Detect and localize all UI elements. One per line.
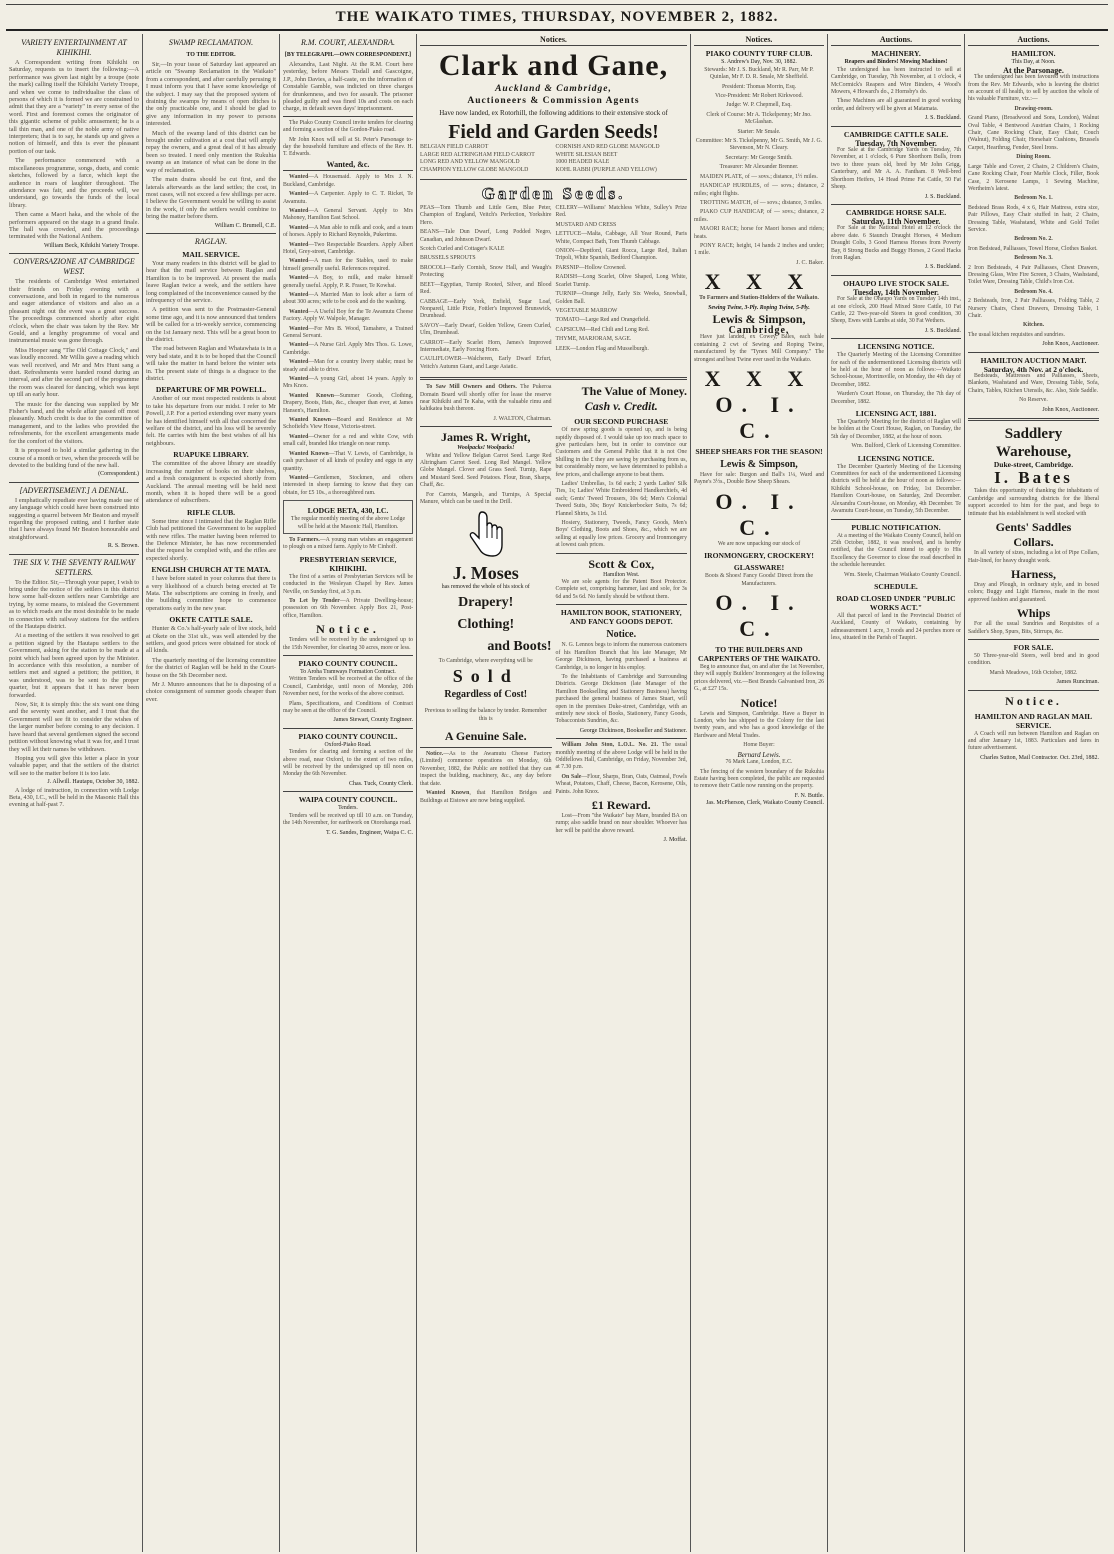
drapery-heading: Drapery! bbox=[458, 594, 514, 610]
licensing-act-heading: LICENSING ACT, 1881. bbox=[855, 409, 937, 419]
article-subheading: RUAPUKE LIBRARY. bbox=[173, 450, 249, 460]
columns bbox=[6, 34, 1108, 1552]
auction-mart-heading: HAMILTON AUCTION MART. bbox=[980, 355, 1087, 365]
column-6 bbox=[691, 34, 828, 1552]
pointing-hand-icon bbox=[466, 510, 506, 558]
hamilton-heading: HAMILTON. bbox=[1011, 49, 1056, 59]
divider bbox=[556, 604, 688, 605]
notice-heading: PRESBYTERIAN SERVICE, KIHIKIHI. bbox=[299, 554, 397, 573]
divider bbox=[9, 482, 139, 483]
classifieds: Wanted—A Housemaid. Apply to Mrs J. N. Buckland, Cambridge. Wanted—A Carpenter. Apply to C. T. Ricket, Te Awamutu. Wanted—A General Servant. Apply to Mrs Mahoney, Hamilton East School. Wanted—A Man able to milk and cook, and a team of horses. Apply to Richard Reynolds, Pukerimu. Wanted—Two Respectable Boarders. Apply Albert Hotel, Grey-street, Cambridge. Wanted—A man for the Stables, used to make himself generally useful. References required. Wanted—A Boy, to milk, and make himself generally useful. Apply, P. R. Fraser, Te Kowhai. Wanted—A Married Man to look after a farm of about 300 acres; wife to be cook and do the washing. Wanted—A Useful Boy for the Te Awamutu Cheese Factory. Apply W. Walpole, Manager. Wanted—For Mrs B. Wood, Tamahere, a Trained General Servant. Wanted—A Nurse Girl. Apply Mrs Thos. G. Lowe, Cambridge. Wanted—Man for a country livery stable; must be steady and able to drive. Wanted—A young Girl, about 14 years. Apply to Mrs Knox. Wanted Known—Summer Goods, Clothing, Drapery, Boots, Hats, &c., cheaper than ever, at James Hansen's, Hamilton. Wanted Known—Board and Residence at Mr Schofield's View House, Victoria-street. Wanted—Owner for a red and white Cow, with small calf, branded like triangle on near rump. Wanted Known—That V. Lewis, of Cambridge, is cash purchaser of all kinds of poultry and eggs in any quantity. Wanted—Gentlemen, Stockmen, and others interested in sheep farming to know that they can obtain, for £5 10s., a thoroughbred ram. bbox=[283, 174, 413, 496]
turf-club-heading: PIAKO COUNTY TURF CLUB. bbox=[705, 49, 813, 59]
genuine-sale-heading: A Genuine Sale. bbox=[444, 729, 527, 744]
notice-body: Lost—From "the Waikato" bay Mare, branded BA on rump; also saddle brand on near shoulder. Whoever has her will be paid the above reward. bbox=[555, 813, 687, 834]
notice-body: The Quarterly Meeting of the Licensing Committee for each of the undermentioned Licensing districts will be held at the hour of noon as follows:—Waikato School-house, Morrinsville, on Monday, the 4th day of December, 1882. Warden's Court House, on Thursday, the 7th day of December, 1882. bbox=[831, 352, 961, 405]
shears-heading: SHEEP SHEARS FOR THE SEASON! bbox=[695, 447, 823, 456]
divider bbox=[283, 791, 413, 792]
notice-body: Have for sale: Burgon and Ball's 1¼, Ward and Payne's 3½s., Double Bow Sheep Shears. bbox=[694, 472, 824, 486]
divider bbox=[968, 352, 1099, 353]
oic-mark: O. I. C. bbox=[715, 392, 803, 443]
value-heading: The Value of Money. bbox=[581, 384, 687, 399]
article-body: Hunter & Co.'s half-yearly sale of live stock, held at Okete on the 31st ult., was well attended by the settlers, and good prices were obtained for stock of all kinds. The quarterly meeting of the licensing committee for the district of Raglan will be held in the Court-house on the 5th December next. Mr J. Munro announces that he is disposing of a choice consignment of summer goods cheaper than ever. bbox=[146, 625, 276, 703]
article-subheading: RIFLE CLUB. bbox=[186, 507, 236, 517]
xxx-mark: X X X bbox=[704, 269, 814, 295]
signature: (Correspondent.) bbox=[98, 471, 139, 478]
divider bbox=[968, 690, 1099, 691]
notice-body: Beg to announce that, on and after the 1st November, they will supply Builders' Ironmongery at the following prices delivered, viz.—Best Brands Galvanised Iron, 26 G., at £27 15s. bbox=[694, 664, 824, 693]
ironmongery-heading: IRONMONGERY, CROCKERY! bbox=[704, 551, 814, 561]
article-heading: [ADVERTISEMENT.] A DENIAL. bbox=[19, 485, 129, 495]
scott-cox-heading: Scott & Cox, bbox=[588, 556, 655, 571]
article-body: I have before stated in your columns that there is a very likelihood of a church being erected at Te Mata. The subscriptions are coming in freely, and the building committee hope to commence operations early in the new year. bbox=[146, 575, 276, 612]
lewis-simpson-heading: Lewis & Simpson, bbox=[720, 459, 798, 470]
divider bbox=[146, 233, 276, 234]
notice-heading: Notice! bbox=[740, 695, 778, 710]
wright-sub: Woolpacks! Woolpacks! bbox=[457, 445, 515, 452]
cambridge-heading: Cambridge, bbox=[728, 324, 790, 336]
section-label: Notices. bbox=[694, 36, 824, 46]
notice-body: Bedsteads, Mattresses and Palliasses, Sheets, Blankets, Washstand and Ware, Dressing Table, Sofa, Chairs, Tables, Kitchen Utensils, &c. Also, Side Saddle. No Reserve. bbox=[968, 373, 1099, 404]
notice-body: All that parcel of land in the Provincial District of Auckland, County of Waikato, containing by admeasurement 1 acre, 3 roods and 24 perches more or less, situated in the Parish of Taupiri. bbox=[831, 612, 961, 642]
gents-saddles-heading: Gents' Saddles bbox=[995, 520, 1072, 535]
divider bbox=[283, 116, 413, 117]
divider bbox=[831, 204, 961, 205]
article-body: The committee of the above library are steadily increasing the number of books on their shelves, and a fresh consignment is expected shortly from Auckland. The annual meeting will be held next month, when it is hoped there will be a good attendance of subscribers. bbox=[146, 460, 276, 505]
notice-body: To Cambridge, where everything will be bbox=[438, 657, 533, 664]
article-body: I emphatically repudiate ever having made use of any language which could have been construed into suggesting a quarrel between Mr Beaton and myself regarding the proposed cutting, and I further state that I have always found Mr Beaton honourable and straightforward. bbox=[9, 496, 139, 541]
article-body: To the Editor. Sir,—Through your paper, I wish to bring under the notice of the settlers in this district how some half-dozen settlers near Cambridge are trying, by some means, to mislead the Government as to which roads are the most desirable to be made in connection with railway stations for the settlers of the Hautapu district. At a meeting of the settlers it was resolved to get a petition signed by the Hautapu settlers to the Government, asking for the station to be made at a point which had been agreed upon by the Minister. In accordance with this resolution, a number of settlers met and signed a petition; the petition, it was understood, was to be sent to the proper quarter, but it appears that it has never been forwarded. Now, Sir, it is simply this: the six want one thing and the seventy want another, and I trust that the Government will see fit to consider the wishes of the larger number before coming to any decision. I have heard that several gentlemen signed the second petition without knowing what it was for, and I trust they will let their names be withdrawn. Hoping you will give this letter a place in your valuable paper, and that the settlers of the district will see to the matter before it is too late. bbox=[9, 578, 140, 777]
lodge-title: LODGE BETA, 430, I.C. bbox=[307, 506, 389, 516]
article-subheading: MAIL SERVICE. bbox=[182, 249, 240, 259]
divider bbox=[283, 728, 413, 729]
notice-body: Tenders will be received up till 10 a.m. on Tuesday, the 14th November, for earthwork on Otorohanga road. bbox=[283, 812, 413, 827]
notice-body: To Saw Mill Owners and Others. The Pukeroa Domain Board will shortly offer for lease the reserve near Kihikihi and Te Kaha, with the valuable rimu and kahikatea bush thereon. J. WALTON, Chairman. bbox=[420, 384, 552, 422]
signature: J. S. Buckland. bbox=[924, 264, 961, 271]
section-label: Notices. bbox=[420, 36, 687, 46]
wright-heading: James R. Wright, bbox=[440, 430, 531, 445]
purchase-heading: OUR SECOND PURCHASE bbox=[574, 417, 669, 427]
divider bbox=[968, 639, 1099, 640]
notice-body: To Farmers.—A young man wishes an engagement to plough on a mixed farm. Apply to Mr Cinhoff. bbox=[283, 536, 414, 551]
cattle-sale-date: Tuesday, 7th November. bbox=[855, 138, 937, 148]
clark-gane-location: Auckland & Cambridge, bbox=[495, 84, 612, 95]
horse-sale-date: Saturday, 11th November. bbox=[851, 216, 941, 226]
notice-body: To Farmers and Station-Holders of the Waikato. bbox=[699, 295, 819, 302]
notice-body: 76 Mark Lane, London, E.C. The fencing of the western boundary of the Rukuhia Estate having been completed, the public are requested to remove their Cattle now running on the property. bbox=[694, 759, 824, 790]
garden-seeds-heading: Garden Seeds. bbox=[481, 184, 626, 204]
notice-heading: Notice. bbox=[316, 622, 380, 637]
notice-body: Tenders for clearing and forming a section of the above road, near Oxford, to the extent of two miles, will be received by the undersigned up till noon on Monday the 6th November. bbox=[283, 749, 413, 778]
road-closed-heading: ROAD CLOSED UNDER "PUBLIC WORKS ACT." bbox=[836, 593, 956, 612]
notice-body: 50 Three-year-old Steers, well bred and in good condition. Marsh Meadows, 16th October, 1882. bbox=[968, 652, 1099, 676]
this-day: This Day, at Noon. bbox=[1011, 59, 1056, 66]
notice-body: Tenders will be received by the undersigned up to the 15th November, for clearing 30 acres, more or less. bbox=[283, 637, 413, 651]
moses-heading: J. Moses bbox=[452, 563, 519, 584]
signature: Charles Sutton, Mail Contractor. Oct. 23rd, 1882. bbox=[980, 754, 1099, 761]
article-body: Your many readers in this district will be glad to hear that the mail service between Raglan and Hamilton is to be improved. At present the mails leave Raglan twice a week, and the settlers have long complained of the inconvenience caused by the infrequency of the service. A petition was sent to the Postmaster-General some time ago, and it is now announced that tenders will be called for a tri-weekly service, commencing on the 1st January next. This will be a great boon to the district. The road between Raglan and Whatawhata is in a very bad state, and it is to be hoped that the Council will take the matter in hand before the winter sets in. The present state of things is a disgrace to the district. bbox=[146, 259, 276, 383]
notice-body: For all the usual Sundries and Requisites of a Saddler's Shop, Spurs, Bits, Stirrups, &c. bbox=[968, 621, 1099, 635]
divider bbox=[420, 179, 687, 180]
cash-heading: Cash v. Credit. bbox=[584, 399, 658, 414]
hamilton-depot-heading: HAMILTON BOOK, STATIONERY, AND FANCY GOODS DEPOT. bbox=[560, 608, 682, 627]
licensing-heading: LICENSING NOTICE. bbox=[857, 342, 935, 352]
signature: F. N. Buttle. bbox=[794, 792, 824, 799]
column-7 bbox=[828, 34, 965, 1552]
signature: J. S. Buckland. bbox=[924, 327, 961, 334]
schedule-heading: SCHEDULE. bbox=[874, 581, 918, 591]
lodge-body: The regular monthly meeting of the above Lodge will be held at the Masonic Hall, Hamilton. bbox=[290, 516, 406, 530]
article-subheading: [BY TELEGRAPH.—OWN CORRESPONDENT.] bbox=[284, 52, 412, 58]
divider bbox=[556, 553, 688, 554]
notice-subheading: Tenders. bbox=[338, 805, 358, 812]
divider bbox=[420, 377, 687, 380]
saddlery-heading: Saddlery Warehouse, bbox=[995, 426, 1072, 461]
race-programme: Stewards: Mr J. S. Buckland, Mr R. Parr, Mr P. Quinlan, Mr F. D. R. Smale, Mr Sheffield. President: Thomas Morrin, Esq. Vice-President: Mr Robert Kirkwood. Judge: W. P. Chepmell, Esq. Clerk of Course: Mr A. Tickelpenny; Mr Jno. McGlashan. Starter: Mr Smale. Committee: Mr S. Tickelpenny, Mr G. Smith, Mr J. G. Stevenson, Mr N. Cleary. Secretary: Mr George Smith. Treasurer: Mr Alexander Brenner. MAIDEN PLATE, of — sovs.; distance, 1½ miles. HANDICAP HURDLES, of — sovs.; distance, 2 miles; eight flights. TROTTING MATCH, of — sovs.; distance, 3 miles. PIAKO CUP HANDICAP, of — sovs.; distance, 2 miles. MAORI RACE; horse for Maori horses and riders; heats. PONY RACE; height, 14 hands 2 inches and under; 1 mile. J. C. Baker. bbox=[694, 66, 824, 266]
harness-heading: Harness, bbox=[1011, 566, 1056, 581]
xxx-mark: X X X bbox=[704, 366, 814, 391]
article-subheading: OKETE CATTLE SALE. bbox=[169, 615, 253, 625]
scott-cox-sub: Hamilton West. bbox=[603, 571, 640, 578]
article-heading: R.M. COURT, ALEXANDRA. bbox=[301, 38, 395, 47]
notice-body: Written Tenders will be received at the office of the Council, Cambridge, until noon of Monday, 20th November next, for the works of the above contract. Plans, Specifications, and Conditions of Contract may be seen at the office of the Council. bbox=[283, 676, 413, 715]
twine-line: Sewing Twine, 3-Ply. Roping Twine, 5-Ply. bbox=[708, 304, 810, 311]
divider bbox=[9, 554, 139, 555]
masthead: THE WAIKATO TIMES, THURSDAY, NOVEMBER 2, 1882. bbox=[6, 4, 1108, 31]
licensing-heading-2: LICENSING NOTICE. bbox=[857, 453, 935, 463]
seeds-heading: Field and Garden Seeds! bbox=[448, 121, 659, 144]
article-body: Alexandra, Last Night. At the R.M. Court here yesterday, before Messrs Tisdall and Gascoigne, J.P., John Davies, a half-caste, on the information of Constable Gamble, was indicted on three charges for drunkenness, and two for assault. The prisoner pleaded guilty and was fined 10s and costs on each charge, in default seven days' imprisonment. bbox=[283, 61, 413, 113]
divider bbox=[556, 738, 688, 739]
notice-body: Notice.—As to the Awamutu Cheese Factory (Limited) commence operations on Monday, 6th November, 1882, the Public are notified that they can inspect the building, machinery, &c., any day before that date. Wanted Known, that Hamilton Bridges and Buildings at Eistowe are now being supplied. bbox=[420, 751, 552, 804]
article-body: The residents of Cambridge West entertained their friends on Friday evening with a conversazione, and both in regard to the numerous and eager attendance of visitors and also as a pleasant night out the event was a great success. The proceedings commenced shortly after eight o'clock, when the chair was taken by the Rev. Mr Gould, and a lengthy programme of vocal and instrumental music was gone through. Miss Hooper sang "The Old Cottage Clock," and was loudly encored. Mr Willis gave a reading which was well received, and Mr and Mrs Hunt sang a duet. Refreshments were handed round during an interval, and after the second part of the programme the room was cleared for dancing, which was kept up till an early hour. The music for the dancing was supplied by Mr Fisher's band, and the whole affair passed off most pleasantly. Much credit is due to the committee of management, and to the ladies who provided the refreshments, for the excellent arrangements made for the comfort of the visitors. It is proposed to hold a similar gathering in the course of a month or two, when the proceeds will be devoted to the building fund of the new hall. bbox=[9, 278, 139, 469]
signature: John Knox, Auctioneer. bbox=[1042, 406, 1099, 413]
ad-grid bbox=[420, 384, 687, 844]
horse-sale-heading: CAMBRIDGE HORSE SALE. bbox=[845, 207, 947, 217]
notice-body: The December Quarterly Meeting of the Licensing Committees for each of the undermentioned Licensing districts will be held at the hour of noon as follows:—Kihikihi School-house, on Friday, 1st December. Hamilton Court-house, on Saturday, 2nd December. Alexandra Court-house, on Monday, 4th December. Te Awamutu Court-house, on Tuesday, 5th December. bbox=[831, 463, 961, 515]
glassware-heading: GLASSWARE! bbox=[733, 563, 785, 573]
for-sale-heading: FOR SALE. bbox=[1013, 642, 1054, 652]
divider bbox=[9, 253, 139, 254]
divider bbox=[968, 418, 1099, 421]
notice-body: The Piako County Council invite tenders for clearing and forming a section of the Gordon-Piako road. Mr John Knox will sell at St. Peter's Parsonage to-day the household furniture and effects of the Rev. H. T. Edwards. bbox=[283, 119, 413, 158]
sold-heading: Sold bbox=[452, 666, 519, 687]
notice-body: The Quarterly Meeting for the district of Raglan will be holden at the Court House, Raglan, on Tuesday, the 5th day of December, 1882, at the hour of noon. Wm. Bulford, Clerk of Licensing Committee. bbox=[831, 419, 961, 450]
cattle-sale-heading: CAMBRIDGE CATTLE SALE. bbox=[843, 129, 949, 139]
article-heading: RAGLAN. bbox=[194, 236, 228, 246]
xxx-block bbox=[694, 366, 824, 392]
divider bbox=[831, 126, 961, 127]
section-label: Auctions. bbox=[831, 36, 961, 46]
article-subheading: DEPARTURE OF MR POWELL. bbox=[155, 385, 267, 395]
notice-body: A Coach will run between Hamilton and Raglan on and after January 1st, 1883. Particulars and fares in future advertisement. bbox=[968, 730, 1099, 752]
notice-heading: Notice. bbox=[1005, 693, 1062, 708]
article-subheading: TO THE EDITOR. bbox=[186, 52, 236, 58]
notice-body: N. G. Lennox begs to inform the numerous customers of his Hamilton Branch that his late Manager, Mr George Dickinson, having purchased a business at Cambridge, is no longer in his employ. To the Inhabitants of Cambridge and Surrounding Districts. George Dickinson (late Manager of the Hamilton Bookselling and Stationery Business) having purchased the general business of James Stuart, will open in the premises Duke-street, Cambridge, with an entirely new stock of Books, Stationery, Fancy Goods, Tobacconists Sundries, &c. bbox=[555, 642, 687, 725]
builders-heading: TO THE BUILDERS AND CARPENTERS OF THE WAIKATO. bbox=[698, 645, 820, 664]
signature: James Runciman. bbox=[1056, 679, 1099, 686]
machinery-heading: MACHINERY. bbox=[871, 49, 921, 59]
clothing-heading: Clothing! bbox=[457, 616, 515, 632]
notice-body: The undersigned has been instructed to sell at Cambridge, on Tuesday, 7th November, at 1 o'clock, 4 McCormick's Reapers and Wire Binders, 4 Wood's Mowers, 4 Howard's do., 2 Hornsby's do. These Machines are all guaranteed in good working order, and delivery will be given at Matamata. bbox=[831, 66, 961, 112]
parsonage-heading: At the Parsonage. bbox=[1003, 65, 1064, 75]
divider bbox=[831, 519, 961, 520]
notice-body: White and Yellow Belgian Carrot Seed. Large Red Altringham Carrot Seed. Long Red Mangel. Yellow Globe Mangel. Clover and Grass Seed. Turnip, Rape and Mustard Seed. Seed Potatoes. Flour, Bran, Sharps, Chaff, &c. For Carrots, Mangels, and Turnips, A Special Manure, which can be used in the Drill. bbox=[420, 452, 552, 506]
signature: R. S. Brown. bbox=[107, 543, 139, 550]
notice-subheading: Oxford-Piako Road. bbox=[324, 741, 372, 748]
notice-heading: PIAKO COUNTY COUNCIL. bbox=[298, 659, 398, 668]
notice-body: Takes this opportunity of thanking the inhabitants of Cambridge and surrounding districts for the liberal support accorded to him for the past, and begs to intimate that his establishment is well stocked with bbox=[968, 488, 1099, 517]
article-subheading: ENGLISH CHURCH AT TE MATA. bbox=[151, 565, 271, 575]
clark-gane-title: Clark and Gane, bbox=[438, 49, 669, 83]
saddlery-address: Duke-street, Cambridge. bbox=[993, 460, 1074, 470]
signature: J. S. Buckland. bbox=[924, 115, 961, 122]
signature: John Knox, Auctioneer. bbox=[1042, 341, 1099, 348]
divider bbox=[283, 655, 413, 656]
signature: T. G. Sandes, Engineer, Waipa C. C. bbox=[325, 829, 413, 836]
notice-body: Previous to selling the balance by tender. Remember this is bbox=[424, 708, 547, 722]
reward-heading: £1 Reward. bbox=[591, 798, 651, 812]
column-3 bbox=[280, 34, 417, 1552]
article-heading: CONVERSAZIONE AT CAMBRIDGE WEST. bbox=[13, 257, 135, 277]
notice-body: At a meeting of the Waikato County Council, held on 25th October, 1882, it was resolved, and is hereby notified, that the Council intend to apply to His Excellency the Governor to close the road described in the schedule hereunder. Wm. Steele, Chairman Waikato County Council. bbox=[831, 532, 961, 578]
notice-body: For Sale at the Cambridge Yards on Tuesday, 7th November, at 1 o'clock, 6 Pure Shorthorn Bulls, from two to three years old, bred by Mr John Grigg, Canterbury, and Mr A. A. Fantham. 8 Well-bred Shorthorn Heifers, 14 Head Prime Fat Cattle, 50 Fat Sheep. bbox=[831, 147, 961, 191]
bernard-lewis: Bernard Lewis. bbox=[737, 750, 781, 759]
signature: James Stewart, County Engineer. bbox=[333, 717, 413, 724]
lewis-simpson-heading: Lewis & Simpson, bbox=[712, 311, 806, 326]
divider bbox=[831, 338, 961, 339]
divider bbox=[420, 426, 552, 427]
notice-body: We are now unpacking our stock of bbox=[717, 540, 801, 547]
notice-heading: Notice. bbox=[606, 629, 637, 641]
raglan-mail-heading: HAMILTON AND RAGLAN MAIL SERVICE. bbox=[974, 711, 1093, 730]
notice-body: For Sale at the National Hotel at 12 o'clock the above date. 6 Staunch Draught Horses, 4 Medium Draught Colts, 3 Good Harness Horses from Poverty Bay, 8 Strong Bucks and Buggy Horses, 2 Good Hacks from Raglan. bbox=[831, 225, 961, 261]
notice-body: The undersigned has been favoured with instructions from the Rev. Mr Edwards, who is leaving the district on account of ill health, to sell by auction the whole of his valuable Furniture, viz.:— Drawing-room. Grand Piano, (Broadwood and Sons, London), Walnut Oval Table, 4 Bentwood Austrian Chairs, 1 Rocking Chair, Cane Rocking Chair, Easy Chair, Couch (Walnut), Folding Chair, Horsehair Cushions, Brussels Carpet, Hearthrug, Fender, Steel Irons. Dining Room. Large Table and Cover, 2 Chairs, 2 Children's Chairs, Cane Rocking Chair, Four Marble Clock, Filler, Book Case, 2 Kerosene Lamps, 1 Sewing Machine, Wertheim's latest. Bedroom No. 1. Bedstead Brass Rods, 4 x 6, Hair Mattress, extra size, Pair Pillows, Easy Chair stuffed in hair, 2 Chairs, Dressing Table, Washstand, White and Gold Toilet Service. Bedroom No. 2. Iron Bedstead, Palliasses, Towel Horse, Clothes Basket. Bedroom No. 3. 2 Iron Bedsteads, 4 Pair Palliasses, Chest Drawers, Dressing Glass, Wire Fire Screen, 3 Chairs, Washstand, Toilet Ware, Dressing Table, Child's Iron Cot. Bedroom No. 4. 2 Bedsteads, Iron, 2 Pair Palliasses, Folding Table, 2 Nursery Chairs, Chest Drawers, Dressing Table, 1 Chair. Kitchen. The usual kitchen requisites and sundries. bbox=[968, 74, 1099, 338]
column-8 bbox=[965, 34, 1102, 1552]
article-body: Another of our most respected residents is about to take his departure from our midst. I refer to Mr Powell, J.P. For a period extending over many years he has identified himself with all that concerned the welfare of the district, and his loss will be severely felt. He carries with him the best wishes of all his neighbours. bbox=[146, 395, 276, 447]
signature: George Dickinson, Bookseller and Stationer. bbox=[579, 727, 687, 734]
clark-gane-line: Have now landed, ex Rotorhill, the following additions to their extensive stock of bbox=[439, 109, 668, 118]
bates-heading: I. Bates bbox=[994, 468, 1073, 488]
moses-sub: has removed the whole of his stock of bbox=[441, 584, 530, 591]
ohaupo-heading: OHAUPO LIVE STOCK SALE. bbox=[843, 278, 949, 288]
collars-heading: Collars. bbox=[1013, 535, 1054, 550]
lodge-notice bbox=[283, 500, 413, 534]
notice-body: In all variety of sizes, including a lot of Pipe Collars, Hair-lined, for heavy draught work. bbox=[968, 550, 1099, 564]
signature: J. S. Buckland. bbox=[924, 193, 961, 200]
article-heading: THE SIX V. THE SEVENTY RAILWAY SETTLERS. bbox=[12, 557, 136, 577]
article-body: A Correspondent writing from Kihikihi on Saturday, requests us to insert the following:—A performance was given last night by a troupe (note the mark) calling itself the Kihikihi Variety Troupe, and when we come to individualise the class of persons of which it is formed we are constrained to admit that they are a "variety" in every sense of the word. First and foremost comes the originator of this gigantic scheme of public amusement; he is a tall thin man, and one of the noble army of native interpreters; that is to say, he stands up and gives a notion of himself, and this is ever the pleasant portion of our task. The performance commenced with a miscellaneous programme, songs, duets, and comic sketches, followed by a farce, which kept the audience in roars of laughter throughout. The attendance was fair, and the proceeds will, we understand, go towards the funds of the local library. Then came a Maori haka, and the whole of the performers appeared on the stage in a grand finale. The hall was crowded, and the proceedings terminated with the National Anthem. bbox=[9, 59, 139, 241]
reapers-heading: Reapers and Binders! Mowing Machines! bbox=[844, 59, 948, 66]
notice-body: For Sale at the Ohaupo Yards on Tuesday 14th inst., at one o'clock, 200 Head Mixed Store Cattle, 10 Fat Cattle, 22 Two-year-old Steers in good condition, 30 Sheep, Ewes with Lambs at side, 30 Fat Wethers. bbox=[831, 296, 961, 325]
signature: J. Moffat. bbox=[663, 837, 687, 844]
notice-body: Lewis and Simpson, Cambridge. Have a Buyer in London, who has shipped to the Colony for the last twenty years, and who has a good knowledge of the Hardware and Metal Trades. Home Buyer: bbox=[694, 710, 824, 749]
notice-body: Of new spring goods is opened up, and is being rapidly disposed of. I would take up too much space to give particulars here, but in order to convince our Customers and the General Public that it is not One Shilling in the £ they are saving by purchasing from us, but considerably more, we have determined to publish a few prices, and challenge anyone to beat them. Ladies' Umbrellas, 1s 6d each; 2 yards Ladies' Silk Ties, 1s; Ladies' White Embroidered Handkerchiefs, 4d each; Gents' Tweed Trousers, 10s 6d; Men's Colonial Tweed Suits, 30s; Boys' Knickerbocker Suits, 7s 6d; Flannel Shirts, 3s 11d. Hosiery, Stationery, Tweeds, Fancy Goods, Men's Boys' Clothing, Boots and Shoes, &c., which we are selling at equally low prices. Grocery and Ironmongery at lowest cash prices. bbox=[555, 427, 687, 549]
notice-body: Have just landed, ex Cowey, Bales, each bale containing 2 cwt of Sewing and Roping Twine, manufactured by the "Tynex Mill Company." The strongest and best Twine ever used in the Waikato. bbox=[694, 334, 824, 363]
signature: J. Allwill. Hautapu, October 30, 1882. bbox=[47, 779, 139, 786]
whips-heading: Whips bbox=[1016, 606, 1051, 621]
article-body: Some time since I intimated that the Raglan Rifle Club had petitioned the Government to be supplied with new rifles. The matter having been referred to the Defence Minister, he has now recommended that the request be complied with, and the rifles are expected shortly. bbox=[146, 517, 276, 562]
divider bbox=[420, 747, 552, 748]
notice-body: Boots & Shoes! Fancy Goods! Direct from the Manufacturers. bbox=[704, 573, 814, 587]
xxx-block bbox=[694, 269, 824, 295]
regardless-heading: Regardless of Cost! bbox=[444, 689, 528, 701]
clark-gane-trade: Auctioneers & Commission Agents bbox=[467, 96, 640, 107]
column-2 bbox=[143, 34, 280, 1552]
section-label: Wanted, &c. bbox=[283, 161, 413, 171]
public-notification-heading: PUBLIC NOTIFICATION. bbox=[851, 522, 941, 532]
oic-mark: O. I. C. bbox=[715, 488, 803, 540]
section-label: Auctions. bbox=[968, 36, 1099, 46]
auction-mart-date: Saturday, 4th Nov. at 2 o'clock. bbox=[983, 364, 1084, 374]
notice-subheading: To Aroha Tramways Formation Contract. bbox=[300, 669, 396, 675]
divider bbox=[831, 275, 961, 276]
seed-lists: BELGIAN FIELD CARROT LARGE RED ALTRINGHAM FIELD CARROT LONG RED AND YELLOW MANGOLD CHAMPION YELLOW GLOBE MANGOLD CORNISH AND RED GLOBE MANGOLD WHITE SILESIAN BEET 1000 HEADED KALE KOHL RABBI (PURPLE AND YELLOW) bbox=[420, 144, 660, 173]
oic-mark: O. I. C. bbox=[715, 590, 803, 642]
notice-heading: PIAKO COUNTY COUNCIL. bbox=[298, 731, 398, 741]
signature: William C. Brumell, C.E. bbox=[214, 222, 276, 229]
boots-heading: and Boots! bbox=[487, 638, 552, 654]
signature: Jas. McPherson, Clerk, Waikato County Council. bbox=[706, 800, 824, 807]
turf-club-date: S. Andrew's Day, Nov. 30, 1882. bbox=[721, 59, 797, 66]
signature: William Beck, Kihikihi Variety Troupe. bbox=[44, 242, 139, 249]
article-heading: SWAMP RECLAMATION. bbox=[168, 38, 254, 47]
ohaupo-date: Tuesday, 14th November. bbox=[853, 287, 939, 297]
notice-body: William John Ston, L.O.L. No. 21. The usual monthly meeting of the above Lodge will be held in the Oddfellows Hall, Cambridge, on Friday, November 3rd, at 7.30 p.m. On Sale—Flour, Sharps, Bran, Oats, Oatmeal, Fowls Wheat, Potatoes, Chaff, Cheese, Bacon, Kerosene, Oils, Paints. John Knox. bbox=[555, 742, 687, 795]
column-1 bbox=[6, 34, 143, 1552]
notice-heading: WAIPA COUNTY COUNCIL. bbox=[298, 795, 398, 805]
article-body: A lodge of instruction, in connection with Lodge Beta, 430, I.C., will be held in the Masonic Hall this evening at half-past 7. bbox=[9, 786, 139, 809]
article-heading: VARIETY ENTERTAINMENT AT KIHIKIHI. bbox=[21, 38, 127, 57]
notice-body: The first of a series of Presbyterian Services will be conducted in the Wesleyan Chapel by Rev. James Neville, on Sunday first, at 3 p.m. To Let by Tender—A Private Dwelling-house; possession on 6th November. Apply Box 21, Post-office, Hamilton. bbox=[283, 573, 413, 619]
article-body: Sir,—In your issue of Saturday last appeared an article on "Swamp Reclamation in the Waikato" from a correspondent, and after carefully perusing it I must inform you that I have some knowledge of the subject. I may say that the proposed system of draining the swamps by means of open ditches is the only practicable one, and I should be glad to give any information in my power to persons interested. Much of the swamp land of this district can be brought under cultivation at a cost that will amply repay the owners, and a great deal of it has already been so treated. I need only mention the Rukuhia swamp as an instance of what can be done in the way of reclamation. The main drains should be cut first, and the laterals afterwards as the land settles; the cost, in most cases, will not exceed a few shillings per acre. I believe the Government would be willing to assist in the work, if only the settlers would combine to bring the matter before them. bbox=[146, 61, 276, 221]
column-4-5 bbox=[417, 34, 691, 1552]
notice-body: We are sole agents for the Patent Boot Protector. Complete set, comprising hammer, last and sole, for 3s 6d and 5s 6d. No family should be without them. bbox=[555, 579, 687, 600]
garden-lists: PEAS—Tom Thumb and Little Gem, Blue Peter, Champion of England, Veitch's Perfection, Yorkshire Hero. BEANS—Tale Dun Dwarf, Long Podded Negro, Canadian, and Johnson Dwarf. Scotch Curled and Cottager's KALE BRUSSELS SPROUTS BROCOLI—Early Cornish, Snow Hall, and Waugh's Protecting BEET—Egyptian, Turnip Rooted, Silver, and Blood Red. CABBAGE—Early York, Enfield, Sugar Loaf, Nonpareil, Little Pixie, Fottler's Improved Brunswick, Drumhead. SAVOY—Early Dwarf, Golden Yellow, Green Curled, Ulm, Drumhead. CARROT—Early Scarlet Horn, James's Improved Intermediate, Early Forcing Horn. CAULIFLOWER—Walcheren, Early Dwarf Erfurt, Veitch's Autumn Giant, and Large Asiatic. CELERY—Williams' Matchless White, Sulley's Prize Red. MUSTARD AND CRESS LETTUCE—Malta, Cabbage, All Year Round, Paris White, Compact Bath, Tom Thumb Cabbage. ONION—Deptford, Giant Rocca, Large Red, Italian Tripoli, White Spanish, Bedford Champion. PARSNIP—Hollow Crowned. RADISH—Long Scarlet, Olive Shaped, Long White, Scarlet Turnip. TURNIP—Orange Jelly, Early Six Weeks, Snowball, Golden Ball. VEGETABLE MARROW TOMATO—Large Red and Orangefield. CAPSICUM—Red Chili and Long Red. THYME, MARJORAM, SAGE. LEEK—London Flag and Musselburgh. bbox=[420, 205, 687, 370]
notice-body: Dray and Plough, in ordinary style, and in boxed colors; Buggy and Light Harness, made in the most approved fashion and guaranteed. bbox=[968, 581, 1099, 603]
signature: Chas. Tuck, County Clerk. bbox=[348, 780, 413, 787]
